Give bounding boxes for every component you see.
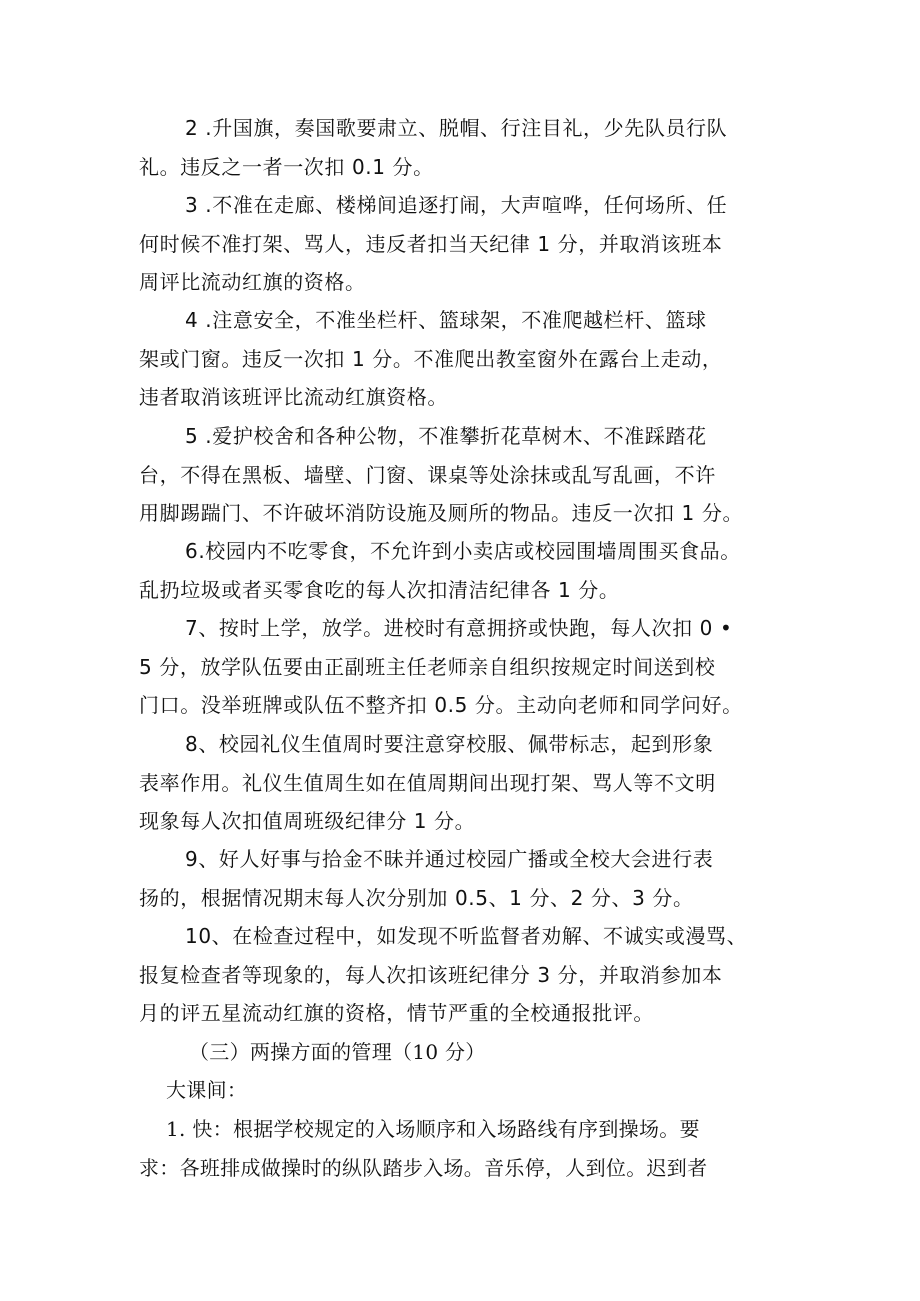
paragraph-line: 3 .不准在走廊、楼梯间追逐打闹，大声喧哗，任何场所、任	[185, 193, 728, 217]
section-heading	[139, 1033, 789, 1072]
rule-item-2	[139, 109, 789, 186]
paragraph-line: 8、校园礼仪生值周时要注意穿校服、佩带标志，起到形象	[185, 732, 714, 756]
rule-item-5	[139, 417, 789, 533]
paragraph-line: 乱扔垃圾或者买零食吃的每人次扣清洁纪律各 1 分。	[139, 577, 620, 602]
paragraph-line: 5 .爱护校舍和各种公物，不准攀折花草树木、不准踩踏花	[185, 424, 707, 448]
paragraph-line: 4 .注意安全，不准坐栏杆、篮球架，不准爬越栏杆、篮球	[185, 308, 707, 332]
dakejian-label: 大课间：	[166, 1078, 248, 1102]
paragraph-line: 9、好人好事与拾金不昧并通过校园广播或全校大会进行表	[185, 847, 714, 871]
paragraph-line: 月的评五星流动红旗的资格，情节严重的全校通报批评。	[139, 1001, 654, 1025]
paragraph-line: 何时候不准打架、骂人，违反者扣当天纪律 1 分，并取消该班本	[139, 231, 723, 256]
rule-item-3	[139, 186, 789, 302]
paragraph-line: 扬的，根据情况期末每人次分别加 0.5、1 分、2 分、3 分。	[139, 885, 694, 910]
paragraph-line: 报复检查者等现象的，每人次扣该班纪律分 3 分，并取消参加本	[139, 962, 723, 987]
paragraph-line: 求：各班排成做操时的纵队踏步入场。音乐停，人到位。迟到者	[139, 1155, 708, 1180]
rule-item-8	[139, 725, 789, 841]
paragraph-line: 台，不得在黑板、墙壁、门窗、课桌等处涂抹或乱写乱画，不许	[139, 462, 716, 487]
paragraph-line: 2 .升国旗，奏国歌要肃立、脱帽、行注目礼，少先队员行队	[185, 116, 728, 140]
paragraph-line: 架或门窗。违反一次扣 1 分。不准爬出教室窗外在露台上走动，	[139, 346, 723, 371]
rule-fast	[139, 1110, 789, 1187]
rule-item-6	[139, 532, 789, 609]
paragraph-line: 10、在检查过程中，如发现不听监督者劝解、不诚实或漫骂、	[185, 924, 748, 948]
subsection-label	[139, 1071, 789, 1110]
rule-item-10	[139, 917, 789, 1033]
paragraph-line: 违者取消该班评比流动红旗资格。	[139, 385, 448, 409]
paragraph-line: 门口。没举班牌或队伍不整齐扣 0.5 分。主动向老师和同学问好。	[139, 693, 743, 717]
rule-item-4	[139, 301, 789, 417]
paragraph-line: 1. 快：根据学校规定的入场顺序和入场路线有序到操场。要	[166, 1117, 700, 1141]
paragraph-line: 礼。违反之一者一次扣 0.1 分。	[139, 154, 434, 179]
rule-item-9	[139, 840, 789, 917]
paragraph-line: 5 分，放学队伍要由正副班主任老师亲自组织按规定时间送到校	[139, 654, 716, 679]
rule-item-7	[139, 609, 789, 725]
section-3-heading: （三）两操方面的管理（10 分）	[189, 1040, 486, 1064]
paragraph-line: 6.校园内不吃零食，不允许到小卖店或校园围墙周围买食品。	[185, 539, 741, 563]
paragraph-line: 表率作用。礼仪生值周生如在值周期间出现打架、骂人等不文明	[139, 770, 716, 795]
paragraph-line: 现象每人次扣值周班级纪律分 1 分。	[139, 809, 476, 833]
paragraph-line: 7、按时上学，放学。进校时有意拥挤或快跑，每人次扣 0 •	[185, 616, 733, 640]
paragraph-line: 用脚踢踹门、不许破坏消防设施及厕所的物品。违反一次扣 1 分。	[139, 501, 744, 525]
paragraph-line: 周评比流动红旗的资格。	[139, 270, 366, 294]
